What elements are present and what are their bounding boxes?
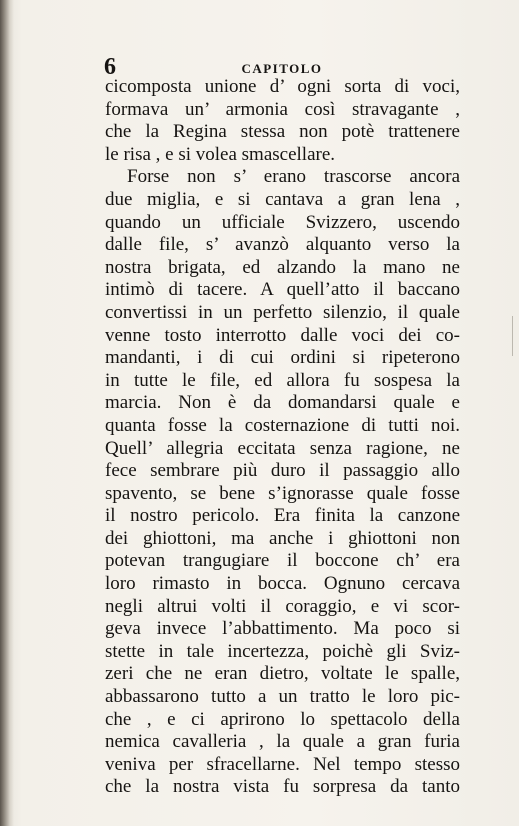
- running-title: CAPITOLO: [241, 61, 323, 76]
- text-line: dalle file, s’ avanzò alquanto verso la: [105, 234, 460, 256]
- text-line: geva invece l’abbattimento. Ma poco si: [105, 618, 460, 640]
- text-line: fece sembrare più duro il passaggio allo: [105, 460, 460, 482]
- text-line: che la nostra vista fu sorpresa da tanto: [105, 776, 460, 798]
- text-line: marcia. Non è da domandarsi quale e: [105, 392, 460, 414]
- text-line: nemica cavalleria , la quale a gran furia: [105, 731, 460, 753]
- text-line: negli altrui volti il coraggio, e vi scor-: [105, 595, 460, 617]
- text-line: veniva per sfracellarne. Nel tempo stesso: [105, 753, 460, 775]
- text-line: abbassarono tutto a un tratto le loro pic-: [105, 686, 460, 708]
- page-edge-mark: [509, 316, 513, 356]
- text-line: quanta fosse la costernazione di tutti noi.: [105, 414, 460, 436]
- text-line: formava un’ armonia così stravagante ,: [105, 98, 460, 120]
- text-line: due miglia, e si cantava a gran lena ,: [105, 188, 460, 210]
- text-line: mandanti, i di cui ordini si ripeterono: [105, 347, 460, 369]
- text-line: Forse non s’ erano trascorse ancora: [127, 166, 460, 188]
- page-number: 6: [104, 54, 116, 80]
- book-spine-shadow: [0, 0, 14, 826]
- text-line: dei ghiottoni, ma anche i ghiottoni non: [105, 527, 460, 549]
- text-line: nostra brigata, ed alzando la mano ne: [105, 256, 460, 278]
- text-line: le risa , e si volea smascellare.: [105, 143, 336, 165]
- body-text: [105, 76, 460, 799]
- text-line: quando un ufficiale Svizzero, uscendo: [105, 211, 460, 233]
- text-line: che la Regina stessa non potè trattenere: [105, 121, 460, 143]
- text-line: Quell’ allegria eccitata senza ragione, ne: [105, 437, 460, 459]
- text-line: stette in tale incertezza, poichè gli Sviz-: [105, 640, 460, 662]
- text-line: spavento, se bene s’ignorasse quale fosse: [105, 482, 460, 504]
- text-line: in tutte le file, ed allora fu sospesa la: [105, 369, 460, 391]
- text-line: cicomposta unione d’ ogni sorta di voci,: [105, 76, 460, 97]
- text-line: zeri che ne eran dietro, voltate le spalle,: [105, 663, 460, 685]
- text-line: convertissi in un perfetto silenzio, il quale: [105, 301, 460, 323]
- text-line: il nostro pericolo. Era finita la canzone: [105, 505, 460, 527]
- text-line: potevan trangugiare il boccone ch’ era: [105, 550, 460, 572]
- text-line: loro rimasto in bocca. Ognuno cercava: [105, 573, 460, 595]
- text-line: venne tosto interrotto dalle voci dei co-: [105, 324, 460, 346]
- text-line: che , e ci aprirono lo spettacolo della: [105, 708, 460, 730]
- text-line: intimò di tacere. A quell’atto il baccano: [105, 279, 460, 301]
